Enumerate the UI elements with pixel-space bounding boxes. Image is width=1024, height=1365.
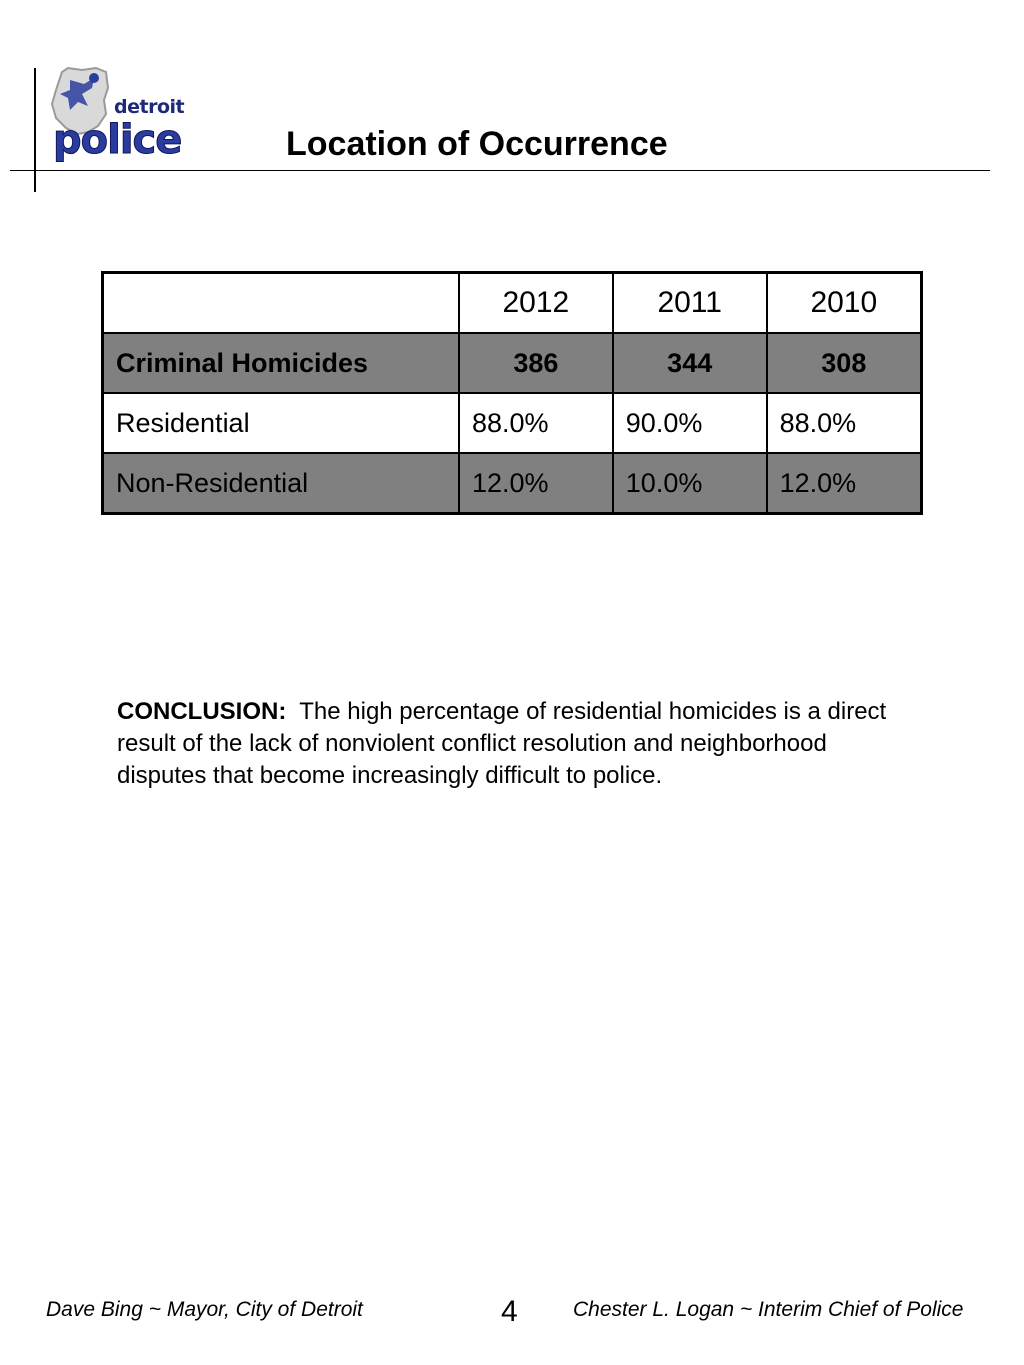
table-header-cell: 2011 bbox=[613, 273, 767, 334]
table-cell: 88.0% bbox=[767, 393, 922, 453]
table-cell: 88.0% bbox=[459, 393, 613, 453]
table-row bbox=[103, 453, 922, 514]
table-cell: 12.0% bbox=[459, 453, 613, 514]
page-title: Location of Occurrence bbox=[286, 125, 668, 163]
logo-text-detroit: detroit bbox=[114, 96, 185, 118]
row-label: Non-Residential bbox=[103, 453, 459, 514]
table-cell: 308 bbox=[767, 333, 922, 393]
table-header-cell bbox=[103, 273, 459, 334]
conclusion-paragraph bbox=[117, 696, 917, 792]
table-row bbox=[103, 393, 922, 453]
conclusion-text: The high percentage of residential homicides is a direct result of the lack of nonviolent conflict resolution and neighborhood disputes that become increasingly difficult to police. bbox=[117, 698, 887, 789]
table-cell: 344 bbox=[613, 333, 767, 393]
header-vertical-rule bbox=[34, 68, 36, 192]
conclusion-label: CONCLUSION: bbox=[117, 698, 287, 725]
table-cell: 90.0% bbox=[613, 393, 767, 453]
table-cell: 386 bbox=[459, 333, 613, 393]
table-cell: 12.0% bbox=[767, 453, 922, 514]
logo-text-police: police bbox=[53, 117, 182, 163]
header-horizontal-rule bbox=[10, 170, 990, 171]
table-row bbox=[103, 333, 922, 393]
page-number: 4 bbox=[501, 1295, 518, 1328]
table-header-cell: 2012 bbox=[459, 273, 613, 334]
table-cell: 10.0% bbox=[613, 453, 767, 514]
footer-chief: Chester L. Logan ~ Interim Chief of Police bbox=[573, 1298, 964, 1321]
homicide-location-table bbox=[101, 271, 923, 515]
row-label: Criminal Homicides bbox=[103, 333, 459, 393]
detroit-police-logo bbox=[48, 66, 190, 170]
table-header-row bbox=[103, 273, 922, 334]
row-label: Residential bbox=[103, 393, 459, 453]
footer-mayor: Dave Bing ~ Mayor, City of Detroit bbox=[46, 1298, 363, 1321]
table-header-cell: 2010 bbox=[767, 273, 922, 334]
